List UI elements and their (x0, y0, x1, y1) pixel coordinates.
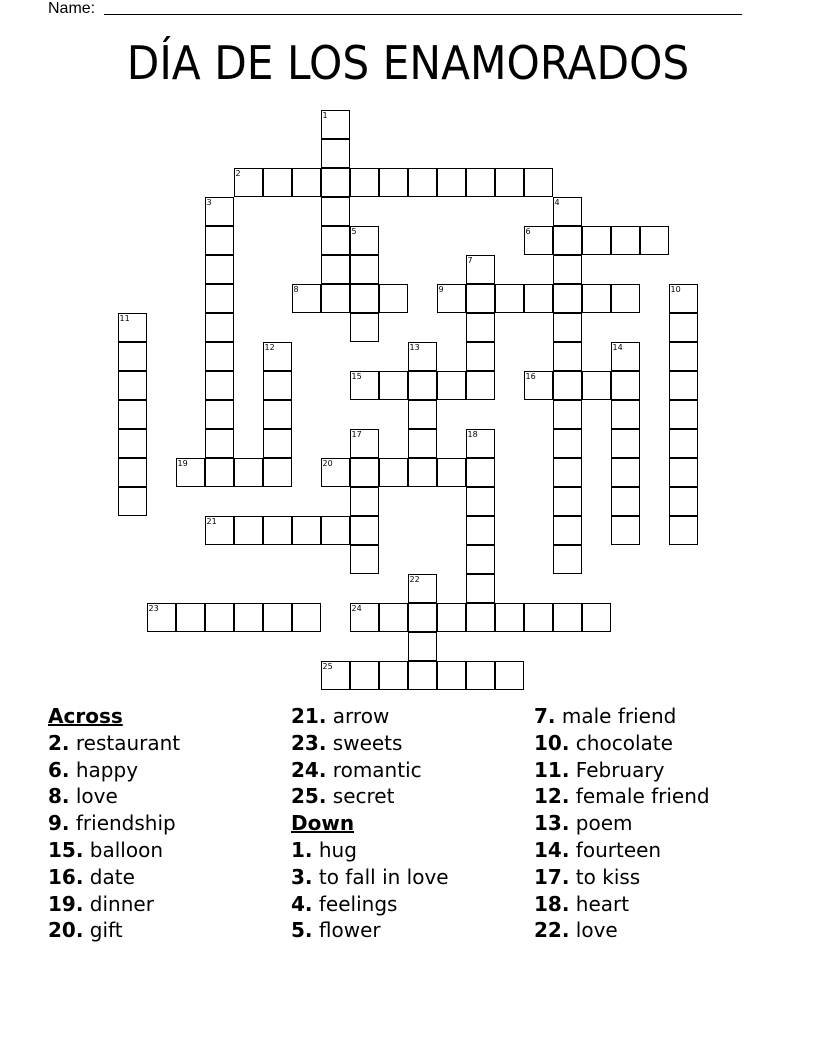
grid-cell[interactable] (524, 603, 553, 632)
grid-cell[interactable] (350, 603, 379, 632)
grid-cell[interactable] (292, 284, 321, 313)
grid-cell[interactable] (437, 458, 466, 487)
clue-number: 6 (525, 226, 531, 236)
grid-cell[interactable] (379, 661, 408, 690)
grid-cell[interactable] (669, 458, 698, 487)
grid-cell[interactable] (582, 603, 611, 632)
grid-cell[interactable] (553, 255, 582, 284)
grid-cell[interactable] (466, 574, 495, 603)
grid-cell[interactable] (553, 284, 582, 313)
grid-cell[interactable] (321, 284, 350, 313)
grid-cell[interactable] (321, 139, 350, 168)
grid-cell[interactable] (524, 284, 553, 313)
grid-cell[interactable] (466, 313, 495, 342)
grid-cell[interactable] (553, 516, 582, 545)
grid-cell[interactable] (408, 661, 437, 690)
grid-cell[interactable] (408, 458, 437, 487)
grid-cell[interactable] (263, 168, 292, 197)
grid-cell[interactable] (350, 429, 379, 458)
grid-cell[interactable] (582, 226, 611, 255)
clue-number: 11 (119, 313, 130, 323)
clue-down-4: 4. feelings (291, 891, 398, 916)
grid-cell[interactable] (495, 284, 524, 313)
clue-down-5: 5. flower (291, 918, 381, 943)
grid-cell[interactable] (379, 284, 408, 313)
grid-cell[interactable] (205, 429, 234, 458)
grid-cell[interactable] (466, 342, 495, 371)
clue-across-19: 19. dinner (48, 891, 154, 916)
grid-cell[interactable] (176, 458, 205, 487)
grid-cell[interactable] (321, 168, 350, 197)
grid-cell[interactable] (553, 371, 582, 400)
clue-number: 16 (525, 371, 536, 381)
clue-across-15: 15. balloon (48, 837, 164, 862)
grid-cell[interactable] (379, 603, 408, 632)
grid-cell[interactable] (524, 168, 553, 197)
clue-down-13: 13. poem (534, 811, 633, 836)
grid-cell[interactable] (669, 429, 698, 458)
grid-cell[interactable] (350, 371, 379, 400)
grid-cell[interactable] (205, 197, 234, 226)
grid-cell[interactable] (611, 371, 640, 400)
grid-cell[interactable] (379, 458, 408, 487)
clue-number: 25 (322, 661, 333, 671)
grid-cell[interactable] (321, 255, 350, 284)
clue-number: 12 (264, 342, 275, 352)
clue-number: 10 (670, 284, 681, 294)
clue-down-12: 12. female friend (534, 784, 710, 809)
grid-cell[interactable] (466, 168, 495, 197)
grid-cell[interactable] (553, 429, 582, 458)
grid-cell[interactable] (408, 603, 437, 632)
clue-across-23: 23. sweets (291, 730, 403, 755)
grid-cell[interactable] (408, 632, 437, 661)
clue-across-2: 2. restaurant (48, 730, 181, 755)
clue-down-7: 7. male friend (534, 704, 677, 728)
clue-column-2 (291, 703, 449, 944)
grid-cell[interactable] (553, 226, 582, 255)
grid-cell[interactable] (118, 429, 147, 458)
grid-cell[interactable] (205, 516, 234, 545)
grid-cell[interactable] (263, 603, 292, 632)
clue-number: 18 (467, 429, 478, 439)
grid-cell[interactable] (611, 458, 640, 487)
grid-cell[interactable] (553, 197, 582, 226)
clue-down-1: 1. hug (291, 837, 357, 862)
grid-cell[interactable] (553, 603, 582, 632)
down-heading: Down (291, 811, 355, 836)
grid-cell[interactable] (321, 458, 350, 487)
grid-cell[interactable] (466, 603, 495, 632)
grid-cell[interactable] (205, 400, 234, 429)
grid-cell[interactable] (669, 342, 698, 371)
grid-cell[interactable] (234, 458, 263, 487)
grid-cell[interactable] (118, 342, 147, 371)
grid-cell[interactable] (466, 545, 495, 574)
grid-cell[interactable] (263, 458, 292, 487)
grid-cell[interactable] (611, 487, 640, 516)
grid-cell[interactable] (553, 458, 582, 487)
grid-cell[interactable] (640, 226, 669, 255)
grid-cell[interactable] (350, 168, 379, 197)
grid-cell[interactable] (437, 661, 466, 690)
clue-number: 13 (409, 342, 420, 352)
grid-cell[interactable] (205, 284, 234, 313)
clue-number: 3 (206, 197, 212, 207)
grid-cell[interactable] (495, 168, 524, 197)
grid-cell[interactable] (205, 603, 234, 632)
grid-cell[interactable] (553, 313, 582, 342)
grid-cell[interactable] (292, 168, 321, 197)
grid-cell[interactable] (205, 458, 234, 487)
clue-down-18: 18. heart (534, 891, 630, 916)
grid-cell[interactable] (466, 487, 495, 516)
clue-column-1 (48, 703, 180, 944)
grid-cell[interactable] (350, 661, 379, 690)
grid-cell[interactable] (234, 603, 263, 632)
clue-number: 5 (351, 226, 357, 236)
grid-cell[interactable] (408, 342, 437, 371)
grid-cell[interactable] (611, 284, 640, 313)
grid-cell[interactable] (408, 168, 437, 197)
clue-number: 21 (206, 516, 217, 526)
clue-number: 15 (351, 371, 362, 381)
clue-down-3: 3. to fall in love (291, 864, 449, 889)
grid-cell[interactable] (147, 603, 176, 632)
grid-cell[interactable] (234, 516, 263, 545)
name-label: Name: (48, 0, 96, 17)
grid-cell[interactable] (350, 284, 379, 313)
grid-cell[interactable] (379, 168, 408, 197)
grid-cell[interactable] (669, 516, 698, 545)
grid-cell[interactable] (437, 603, 466, 632)
grid-cell[interactable] (408, 429, 437, 458)
grid-cell[interactable] (321, 226, 350, 255)
grid-cell[interactable] (553, 545, 582, 574)
grid-cell[interactable] (321, 516, 350, 545)
grid-cell[interactable] (669, 487, 698, 516)
grid-cell[interactable] (524, 371, 553, 400)
grid-cell[interactable] (495, 603, 524, 632)
clue-number: 17 (351, 429, 362, 439)
clue-down-17: 17. to kiss (534, 864, 641, 889)
grid-cell[interactable] (611, 429, 640, 458)
clue-down-14: 14. fourteen (534, 837, 662, 862)
grid-cell[interactable] (321, 110, 350, 139)
grid-cell[interactable] (437, 168, 466, 197)
grid-cell[interactable] (350, 458, 379, 487)
clue-across-24: 24. romantic (291, 757, 422, 782)
grid-cell[interactable] (466, 516, 495, 545)
clue-across-20: 20. gift (48, 918, 123, 943)
clue-number: 20 (322, 458, 333, 468)
grid-cell[interactable] (118, 400, 147, 429)
grid-cell[interactable] (408, 371, 437, 400)
grid-cell[interactable] (263, 516, 292, 545)
clue-number: 24 (351, 603, 362, 613)
grid-cell[interactable] (582, 284, 611, 313)
clue-across-8: 8. love (48, 784, 118, 809)
clue-down-11: 11. February (534, 757, 665, 782)
grid-cell[interactable] (495, 661, 524, 690)
grid-cell[interactable] (669, 284, 698, 313)
grid-cell[interactable] (118, 458, 147, 487)
grid-cell[interactable] (205, 226, 234, 255)
grid-cell[interactable] (263, 429, 292, 458)
grid-cell[interactable] (669, 371, 698, 400)
clue-across-9: 9. friendship (48, 811, 176, 836)
grid-cell[interactable] (118, 313, 147, 342)
grid-cell[interactable] (205, 255, 234, 284)
grid-cell[interactable] (582, 371, 611, 400)
grid-cell[interactable] (611, 400, 640, 429)
grid-cell[interactable] (669, 400, 698, 429)
grid-cell[interactable] (408, 400, 437, 429)
clue-number: 9 (438, 284, 444, 294)
grid-cell[interactable] (350, 487, 379, 516)
grid-cell[interactable] (263, 342, 292, 371)
grid-cell[interactable] (669, 313, 698, 342)
grid-cell[interactable] (292, 516, 321, 545)
clue-across-6: 6. happy (48, 757, 139, 782)
grid-cell[interactable] (292, 603, 321, 632)
grid-cell[interactable] (611, 226, 640, 255)
grid-cell[interactable] (611, 516, 640, 545)
clue-number: 2 (235, 168, 241, 178)
grid-cell[interactable] (466, 661, 495, 690)
grid-cell[interactable] (176, 603, 205, 632)
grid-cell[interactable] (350, 545, 379, 574)
grid-cell[interactable] (263, 400, 292, 429)
clue-number: 14 (612, 342, 623, 352)
grid-cell[interactable] (350, 255, 379, 284)
clue-number: 1 (322, 110, 328, 120)
clue-across-16: 16. date (48, 864, 135, 889)
grid-cell[interactable] (466, 255, 495, 284)
grid-cell[interactable] (466, 284, 495, 313)
grid-cell[interactable] (350, 226, 379, 255)
grid-cell[interactable] (553, 342, 582, 371)
grid-cell[interactable] (466, 429, 495, 458)
grid-cell[interactable] (350, 516, 379, 545)
grid-cell[interactable] (321, 197, 350, 226)
clue-number: 8 (293, 284, 299, 294)
clue-down-10: 10. chocolate (534, 730, 673, 755)
clue-number: 23 (148, 603, 159, 613)
grid-cell[interactable] (524, 226, 553, 255)
grid-cell[interactable] (408, 574, 437, 603)
clue-column-3 (534, 703, 710, 944)
grid-cell[interactable] (118, 487, 147, 516)
grid-cell[interactable] (205, 342, 234, 371)
grid-cell[interactable] (553, 400, 582, 429)
clue-across-25: 25. secret (291, 784, 395, 809)
page-title: DÍA DE LOS ENAMORADOS (126, 36, 690, 90)
clue-number: 7 (467, 255, 473, 265)
grid-cell[interactable] (321, 661, 350, 690)
across-heading: Across (48, 704, 123, 728)
grid-cell[interactable] (350, 313, 379, 342)
grid-cell[interactable] (466, 371, 495, 400)
grid-cell[interactable] (205, 371, 234, 400)
clue-number: 4 (554, 197, 560, 207)
grid-cell[interactable] (205, 313, 234, 342)
grid-cell[interactable] (379, 371, 408, 400)
clue-number: 22 (409, 574, 420, 584)
grid-cell[interactable] (437, 371, 466, 400)
grid-cell[interactable] (118, 371, 147, 400)
grid-cell[interactable] (553, 487, 582, 516)
grid-cell[interactable] (437, 284, 466, 313)
clue-across-21: 21. arrow (291, 704, 390, 728)
clue-down-22: 22. love (534, 918, 618, 943)
clue-number: 19 (177, 458, 188, 468)
grid-cell[interactable] (466, 458, 495, 487)
grid-cell[interactable] (263, 371, 292, 400)
grid-cell[interactable] (234, 168, 263, 197)
grid-cell[interactable] (611, 342, 640, 371)
